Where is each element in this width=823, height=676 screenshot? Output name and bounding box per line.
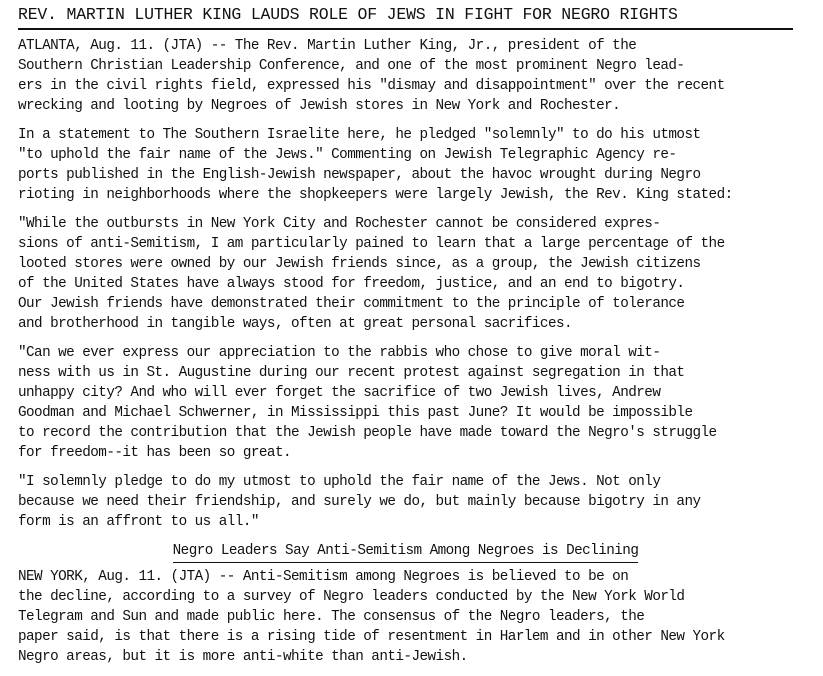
text-line: to record the contribution that the Jewish people have made toward the Negro's struggle — [18, 425, 717, 441]
text-line: Southern Christian Leadership Conference, and one of the most prominent Negro lead- — [18, 58, 685, 74]
text-line: Goodman and Michael Schwerner, in Mississippi this past June? It would be impossible — [18, 405, 693, 421]
text-line: NEW YORK, Aug. 11. (JTA) -- Anti-Semitism among Negroes is believed to be on — [18, 569, 629, 585]
paragraph-quote-rabbis — [18, 343, 808, 463]
article-headline: REV. MARTIN LUTHER KING LAUDS ROLE OF JEWS IN FIGHT FOR NEGRO RIGHTS — [18, 3, 793, 30]
text-line: form is an affront to us all." — [18, 514, 259, 530]
text-line: the decline, according to a survey of Negro leaders conducted by the New York World — [18, 589, 685, 605]
text-line: Negro areas, but it is more anti-white than anti-Jewish. — [18, 649, 468, 665]
paragraph-newyork-lead — [18, 567, 808, 667]
article2-body — [18, 567, 808, 667]
text-line: for freedom--it has been so great. — [18, 445, 292, 461]
text-line: "to uphold the fair name of the Jews." Commenting on Jewish Telegraphic Agency re- — [18, 147, 677, 163]
text-line: of the United States have always stood for freedom, justice, and an end to bigotry. — [18, 276, 685, 292]
text-line: and brotherhood in tangible ways, often at great personal sacrifices. — [18, 316, 573, 332]
article-body — [18, 36, 808, 532]
paragraph-atlanta-lead — [18, 36, 808, 116]
text-line: In a statement to The Southern Israelite here, he pledged "solemnly" to do his utmost — [18, 127, 701, 143]
text-line: looted stores were owned by our Jewish friends since, as a group, the Jewish citizens — [18, 256, 701, 272]
text-line: "While the outbursts in New York City and Rochester cannot be considered expres- — [18, 216, 661, 232]
text-line: "I solemnly pledge to do my utmost to uphold the fair name of the Jews. Not only — [18, 474, 661, 490]
paragraph-statement — [18, 125, 808, 205]
text-line: rioting in neighborhoods where the shopkeepers were largely Jewish, the Rev. King stated: — [18, 187, 733, 203]
subhead-container — [18, 541, 793, 563]
article-subhead: Negro Leaders Say Anti-Semitism Among Negroes is Declining — [173, 541, 639, 563]
text-line: because we need their friendship, and surely we do, but mainly because bigotry in any — [18, 494, 701, 510]
text-line: ATLANTA, Aug. 11. (JTA) -- The Rev. Martin Luther King, Jr., president of the — [18, 38, 637, 54]
text-line: "Can we ever express our appreciation to the rabbis who chose to give moral wit- — [18, 345, 661, 361]
paragraph-quote-outbursts — [18, 214, 808, 334]
text-line: wrecking and looting by Negroes of Jewish stores in New York and Rochester. — [18, 98, 621, 114]
paragraph-quote-pledge — [18, 472, 808, 532]
text-line: ports published in the English-Jewish newspaper, about the havoc wrought during Negro — [18, 167, 701, 183]
text-line: paper said, is that there is a rising tide of resentment in Harlem and in other New York — [18, 629, 725, 645]
text-line: Our Jewish friends have demonstrated their commitment to the principle of tolerance — [18, 296, 685, 312]
document-page — [18, 3, 808, 676]
text-line: unhappy city? And who will ever forget the sacrifice of two Jewish lives, Andrew — [18, 385, 661, 401]
text-line: ers in the civil rights field, expressed his "dismay and disappointment" over the recent — [18, 78, 725, 94]
text-line: Telegram and Sun and made public here. The consensus of the Negro leaders, the — [18, 609, 645, 625]
text-line: ness with us in St. Augustine during our recent protest against segregation in that — [18, 365, 685, 381]
text-line: sions of anti-Semitism, I am particularly pained to learn that a large percentage of the — [18, 236, 725, 252]
